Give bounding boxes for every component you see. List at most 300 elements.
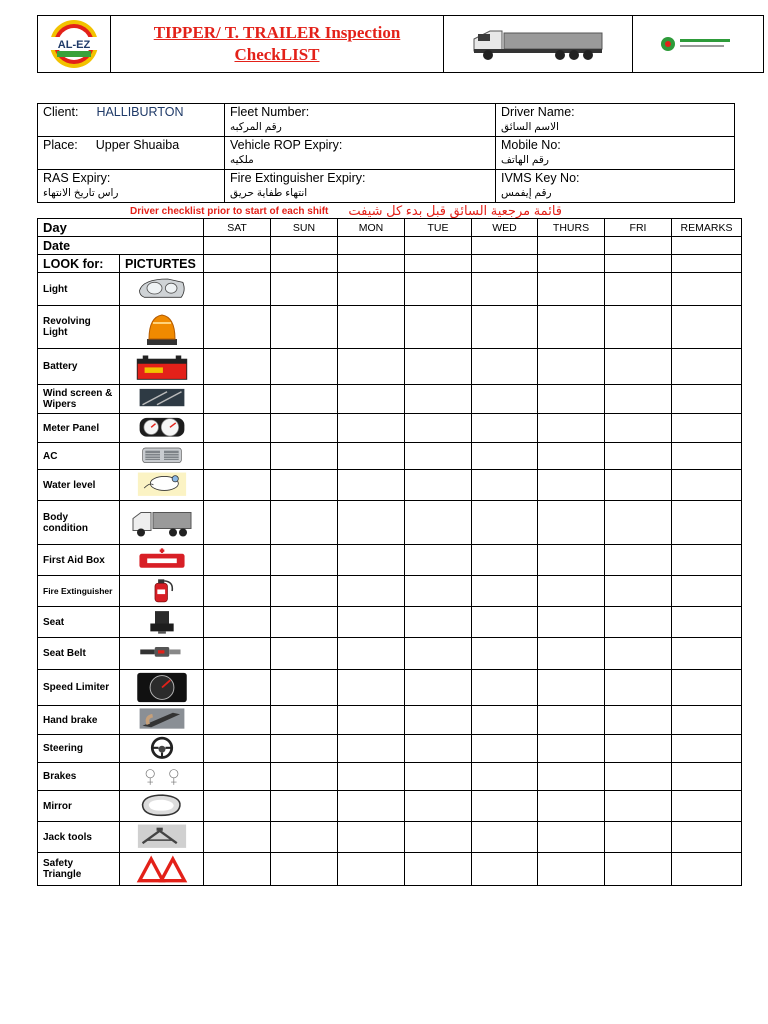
tipper-truck-icon <box>468 27 608 61</box>
jack-icon <box>129 823 195 851</box>
triangle-icon <box>129 854 195 884</box>
look-for-check-mon[interactable] <box>338 255 405 273</box>
day-header-fri: FRI <box>605 219 672 237</box>
mobile-arabic: رقم الهاتف <box>501 154 549 166</box>
water-level-check-mon[interactable] <box>338 470 405 501</box>
revolving-light-check-fri[interactable] <box>605 306 672 349</box>
seat-check-mon[interactable] <box>338 607 405 638</box>
meter-panel-check-sat[interactable] <box>204 414 271 443</box>
revolving-light-check-wed[interactable] <box>472 306 538 349</box>
day-header-sat: SAT <box>204 219 271 237</box>
first-aid-box-check-remarks[interactable] <box>672 545 742 576</box>
item-label-battery: Battery <box>38 349 120 385</box>
water-level-check-sat[interactable] <box>204 470 271 501</box>
item-picture-speed-limiter <box>120 670 204 706</box>
jack-tools-check-thurs[interactable] <box>538 822 605 853</box>
meter-panel-check-wed[interactable] <box>472 414 538 443</box>
meter-panel-check-tue[interactable] <box>405 414 472 443</box>
date-check-sun[interactable] <box>271 237 338 255</box>
date-check-tue[interactable] <box>405 237 472 255</box>
fleet-number-label: Fleet Number: <box>230 105 310 119</box>
item-picture-water-level <box>120 470 204 501</box>
wind-screen-wipers-check-sat[interactable] <box>204 385 271 414</box>
speed-limiter-check-sat[interactable] <box>204 670 271 706</box>
checklist-row-light <box>38 273 742 306</box>
item-picture-steering <box>120 735 204 763</box>
mirror-check-sun[interactable] <box>271 791 338 822</box>
headlight-icon <box>129 274 195 304</box>
fleet-number-arabic: رقم المركبه <box>230 121 282 133</box>
vehicle-info-table <box>37 103 735 203</box>
light-check-thurs[interactable] <box>538 273 605 306</box>
water-level-check-thurs[interactable] <box>538 470 605 501</box>
meter-panel-check-sun[interactable] <box>271 414 338 443</box>
seat-belt-check-wed[interactable] <box>472 638 538 670</box>
mirror-check-thurs[interactable] <box>538 791 605 822</box>
meter-panel-check-thurs[interactable] <box>538 414 605 443</box>
item-label-light: Light <box>38 273 120 306</box>
item-label-ac: AC <box>38 443 120 470</box>
checklist-row-meter-panel <box>38 414 742 443</box>
gauge-icon <box>129 415 195 441</box>
battery-check-sun[interactable] <box>271 349 338 385</box>
steering-check-sun[interactable] <box>271 735 338 763</box>
svg-text:AL-EZ: AL-EZ <box>57 39 91 51</box>
item-picture-wind-screen-wipers <box>120 385 204 414</box>
fire-extinguisher-check-remarks[interactable] <box>672 576 742 607</box>
look-for-check-wed[interactable] <box>472 255 538 273</box>
speed-limiter-check-remarks[interactable] <box>672 670 742 706</box>
checklist-row-wind-screen-wipers <box>38 385 742 414</box>
water-level-check-wed[interactable] <box>472 470 538 501</box>
document-header <box>37 15 764 73</box>
fleet-number-cell <box>225 104 496 137</box>
water-level-check-remarks[interactable] <box>672 470 742 501</box>
date-check-fri[interactable] <box>605 237 672 255</box>
battery-check-remarks[interactable] <box>672 349 742 385</box>
mirror-icon <box>129 792 195 820</box>
mirror-check-tue[interactable] <box>405 791 472 822</box>
jack-tools-check-sun[interactable] <box>271 822 338 853</box>
steering-check-tue[interactable] <box>405 735 472 763</box>
brakes-check-sun[interactable] <box>271 763 338 791</box>
brakes-check-sat[interactable] <box>204 763 271 791</box>
item-picture-battery <box>120 349 204 385</box>
meter-panel-check-mon[interactable] <box>338 414 405 443</box>
revolving-light-check-sat[interactable] <box>204 306 271 349</box>
safety-triangle-check-wed[interactable] <box>472 853 538 886</box>
wind-screen-wipers-check-mon[interactable] <box>338 385 405 414</box>
item-picture-hand-brake <box>120 706 204 735</box>
seat-belt-check-fri[interactable] <box>605 638 672 670</box>
item-label-mirror: Mirror <box>38 791 120 822</box>
date-check-sat[interactable] <box>204 237 271 255</box>
fire-expiry-cell <box>225 170 496 203</box>
place-value: Upper Shuaiba <box>95 138 180 152</box>
first-aid-box-check-sun[interactable] <box>271 545 338 576</box>
seat-belt-icon <box>129 639 195 668</box>
company-logo-cell <box>38 16 111 72</box>
item-label-steering: Steering <box>38 735 120 763</box>
look-for-check-sun[interactable] <box>271 255 338 273</box>
extinguisher-icon <box>129 577 195 605</box>
checklist-row-revolving-light <box>38 306 742 349</box>
checklist-row-water-level <box>38 470 742 501</box>
ac-check-sat[interactable] <box>204 443 271 470</box>
mobile-cell <box>496 137 735 170</box>
speed-limiter-check-fri[interactable] <box>605 670 672 706</box>
pictures-label: PICTURTES <box>120 255 204 273</box>
speed-limiter-check-wed[interactable] <box>472 670 538 706</box>
mirror-check-fri[interactable] <box>605 791 672 822</box>
truck-icon <box>129 502 195 543</box>
fire-extinguisher-check-tue[interactable] <box>405 576 472 607</box>
steering-check-thurs[interactable] <box>538 735 605 763</box>
battery-check-sat[interactable] <box>204 349 271 385</box>
look-for-row <box>38 255 742 273</box>
header-corner-mark <box>37 15 43 73</box>
hand-brake-icon <box>129 707 195 733</box>
seat-check-fri[interactable] <box>605 607 672 638</box>
ras-expiry-cell <box>38 170 225 203</box>
mirror-check-mon[interactable] <box>338 791 405 822</box>
hand-brake-check-mon[interactable] <box>338 706 405 735</box>
first-aid-box-check-mon[interactable] <box>338 545 405 576</box>
item-label-meter-panel: Meter Panel <box>38 414 120 443</box>
meter-panel-check-remarks[interactable] <box>672 414 742 443</box>
rop-expiry-cell <box>225 137 496 170</box>
wind-screen-wipers-check-fri[interactable] <box>605 385 672 414</box>
body-condition-check-thurs[interactable] <box>538 501 605 545</box>
item-picture-brakes <box>120 763 204 791</box>
fire-extinguisher-check-fri[interactable] <box>605 576 672 607</box>
checklist-row-first-aid-box <box>38 545 742 576</box>
jack-tools-check-remarks[interactable] <box>672 822 742 853</box>
ac-check-wed[interactable] <box>472 443 538 470</box>
battery-check-mon[interactable] <box>338 349 405 385</box>
hand-brake-check-remarks[interactable] <box>672 706 742 735</box>
item-label-brakes: Brakes <box>38 763 120 791</box>
document-title-cell <box>111 16 444 72</box>
seat-belt-check-tue[interactable] <box>405 638 472 670</box>
day-header-remarks: REMARKS <box>672 219 742 237</box>
light-check-wed[interactable] <box>472 273 538 306</box>
water-level-check-fri[interactable] <box>605 470 672 501</box>
seat-icon <box>129 608 195 636</box>
body-condition-check-tue[interactable] <box>405 501 472 545</box>
fire-extinguisher-check-sat[interactable] <box>204 576 271 607</box>
revolving-light-check-sun[interactable] <box>271 306 338 349</box>
item-picture-mirror <box>120 791 204 822</box>
body-condition-check-sun[interactable] <box>271 501 338 545</box>
body-condition-check-remarks[interactable] <box>672 501 742 545</box>
date-check-mon[interactable] <box>338 237 405 255</box>
light-check-sun[interactable] <box>271 273 338 306</box>
light-check-remarks[interactable] <box>672 273 742 306</box>
body-condition-check-fri[interactable] <box>605 501 672 545</box>
speed-limiter-check-sun[interactable] <box>271 670 338 706</box>
safety-triangle-check-mon[interactable] <box>338 853 405 886</box>
checklist-row-fire-extinguisher <box>38 576 742 607</box>
checklist-row-steering <box>38 735 742 763</box>
revolving-light-check-tue[interactable] <box>405 306 472 349</box>
item-picture-jack-tools <box>120 822 204 853</box>
checklist-row-brakes <box>38 763 742 791</box>
light-check-tue[interactable] <box>405 273 472 306</box>
hand-brake-check-sat[interactable] <box>204 706 271 735</box>
body-condition-check-wed[interactable] <box>472 501 538 545</box>
fire-extinguisher-check-sun[interactable] <box>271 576 338 607</box>
seat-belt-check-remarks[interactable] <box>672 638 742 670</box>
place-cell <box>38 137 225 170</box>
speed-limiter-check-tue[interactable] <box>405 670 472 706</box>
item-picture-fire-extinguisher <box>120 576 204 607</box>
meter-panel-check-fri[interactable] <box>605 414 672 443</box>
ivms-arabic: رقم إيفمس <box>501 187 552 199</box>
ras-expiry-label: RAS Expiry: <box>43 171 111 185</box>
item-label-seat-belt: Seat Belt <box>38 638 120 670</box>
date-label: Date <box>38 237 204 255</box>
revolving-light-check-thurs[interactable] <box>538 306 605 349</box>
date-check-wed[interactable] <box>472 237 538 255</box>
rop-expiry-arabic: ملكيه <box>230 154 254 166</box>
look-for-check-fri[interactable] <box>605 255 672 273</box>
brakes-check-wed[interactable] <box>472 763 538 791</box>
water-tank-icon <box>129 471 195 499</box>
day-header-row <box>38 219 742 237</box>
al-ez-logo-icon <box>45 18 103 70</box>
ivms-label: IVMS Key No: <box>501 171 580 185</box>
mirror-check-remarks[interactable] <box>672 791 742 822</box>
brakes-check-mon[interactable] <box>338 763 405 791</box>
ac-check-mon[interactable] <box>338 443 405 470</box>
steering-check-wed[interactable] <box>472 735 538 763</box>
client-value: HALLIBURTON <box>96 105 184 119</box>
document-title-line2: CheckLIST <box>234 45 320 64</box>
body-condition-check-mon[interactable] <box>338 501 405 545</box>
jack-tools-check-wed[interactable] <box>472 822 538 853</box>
ac-check-remarks[interactable] <box>672 443 742 470</box>
speed-limiter-check-mon[interactable] <box>338 670 405 706</box>
ac-check-fri[interactable] <box>605 443 672 470</box>
date-row <box>38 237 742 255</box>
item-label-seat: Seat <box>38 607 120 638</box>
look-for-check-tue[interactable] <box>405 255 472 273</box>
hand-brake-check-sun[interactable] <box>271 706 338 735</box>
safety-triangle-check-sat[interactable] <box>204 853 271 886</box>
item-picture-revolving-light <box>120 306 204 349</box>
speed-limiter-check-thurs[interactable] <box>538 670 605 706</box>
mirror-check-wed[interactable] <box>472 791 538 822</box>
shift-note-arabic: قائمة مرجعية السائق قبل بدء كل شيفت <box>348 203 562 218</box>
wind-screen-wipers-check-wed[interactable] <box>472 385 538 414</box>
fire-expiry-label: Fire Extinguisher Expiry: <box>230 171 366 185</box>
battery-icon <box>129 350 195 383</box>
revolving-light-check-remarks[interactable] <box>672 306 742 349</box>
day-header-wed: WED <box>472 219 538 237</box>
speedometer-icon <box>129 671 195 704</box>
beacon-icon <box>129 307 195 347</box>
driver-name-label: Driver Name: <box>501 105 575 119</box>
safety-triangle-check-tue[interactable] <box>405 853 472 886</box>
shift-note-english: Driver checklist prior to start of each shift <box>130 205 329 217</box>
mirror-check-sat[interactable] <box>204 791 271 822</box>
safety-triangle-check-remarks[interactable] <box>672 853 742 886</box>
brakes-check-remarks[interactable] <box>672 763 742 791</box>
first-aid-box-check-tue[interactable] <box>405 545 472 576</box>
steering-check-remarks[interactable] <box>672 735 742 763</box>
seat-check-sun[interactable] <box>271 607 338 638</box>
water-level-check-tue[interactable] <box>405 470 472 501</box>
hand-brake-check-fri[interactable] <box>605 706 672 735</box>
date-check-thurs[interactable] <box>538 237 605 255</box>
item-label-first-aid-box: First Aid Box <box>38 545 120 576</box>
wind-screen-wipers-check-tue[interactable] <box>405 385 472 414</box>
water-level-check-sun[interactable] <box>271 470 338 501</box>
hand-brake-check-tue[interactable] <box>405 706 472 735</box>
fire-extinguisher-check-thurs[interactable] <box>538 576 605 607</box>
revolving-light-check-mon[interactable] <box>338 306 405 349</box>
seat-check-thurs[interactable] <box>538 607 605 638</box>
steering-check-mon[interactable] <box>338 735 405 763</box>
first-aid-box-check-thurs[interactable] <box>538 545 605 576</box>
item-label-jack-tools: Jack tools <box>38 822 120 853</box>
checklist-row-safety-triangle <box>38 853 742 886</box>
brake-icon <box>129 764 195 789</box>
fire-expiry-arabic: انتهاء طفاية حريق <box>230 187 308 199</box>
checklist-row-seat <box>38 607 742 638</box>
day-header-tue: TUE <box>405 219 472 237</box>
driver-name-cell <box>496 104 735 137</box>
item-label-water-level: Water level <box>38 470 120 501</box>
seat-belt-check-sat[interactable] <box>204 638 271 670</box>
client-label: Client: <box>43 105 79 119</box>
item-label-fire-extinguisher: Fire Extinguisher <box>38 576 120 607</box>
checklist-row-speed-limiter <box>38 670 742 706</box>
seat-check-remarks[interactable] <box>672 607 742 638</box>
item-picture-light <box>120 273 204 306</box>
seat-belt-check-sun[interactable] <box>271 638 338 670</box>
item-label-safety-triangle: Safety Triangle <box>38 853 120 886</box>
checklist-row-jack-tools <box>38 822 742 853</box>
document-title-line1: TIPPER/ T. TRAILER Inspection <box>153 23 401 42</box>
checklist-row-seat-belt <box>38 638 742 670</box>
item-label-speed-limiter: Speed Limiter <box>38 670 120 706</box>
first-aid-icon <box>129 546 195 574</box>
fire-extinguisher-check-wed[interactable] <box>472 576 538 607</box>
day-header-sun: SUN <box>271 219 338 237</box>
light-check-sat[interactable] <box>204 273 271 306</box>
brakes-check-tue[interactable] <box>405 763 472 791</box>
checklist-row-battery <box>38 349 742 385</box>
brakes-check-fri[interactable] <box>605 763 672 791</box>
look-for-check-thurs[interactable] <box>538 255 605 273</box>
look-for-check-remarks[interactable] <box>672 255 742 273</box>
jack-tools-check-tue[interactable] <box>405 822 472 853</box>
steering-check-fri[interactable] <box>605 735 672 763</box>
steering-check-sat[interactable] <box>204 735 271 763</box>
item-picture-meter-panel <box>120 414 204 443</box>
day-label: Day <box>38 219 204 237</box>
item-picture-safety-triangle <box>120 853 204 886</box>
day-header-thurs: THURS <box>538 219 605 237</box>
item-picture-seat <box>120 607 204 638</box>
seat-belt-check-thurs[interactable] <box>538 638 605 670</box>
wind-screen-wipers-check-remarks[interactable] <box>672 385 742 414</box>
truck-image-cell <box>444 16 633 72</box>
steering-wheel-icon <box>129 736 195 761</box>
ivms-cell <box>496 170 735 203</box>
safety-triangle-check-thurs[interactable] <box>538 853 605 886</box>
seat-check-wed[interactable] <box>472 607 538 638</box>
body-condition-check-sat[interactable] <box>204 501 271 545</box>
brakes-check-thurs[interactable] <box>538 763 605 791</box>
look-for-check-sat[interactable] <box>204 255 271 273</box>
first-aid-box-check-fri[interactable] <box>605 545 672 576</box>
seat-check-tue[interactable] <box>405 607 472 638</box>
jack-tools-check-mon[interactable] <box>338 822 405 853</box>
shift-note <box>130 203 690 219</box>
fire-extinguisher-check-mon[interactable] <box>338 576 405 607</box>
mobile-label: Mobile No: <box>501 138 561 152</box>
light-check-fri[interactable] <box>605 273 672 306</box>
ac-check-sun[interactable] <box>271 443 338 470</box>
seat-check-sat[interactable] <box>204 607 271 638</box>
ac-check-thurs[interactable] <box>538 443 605 470</box>
hand-brake-check-thurs[interactable] <box>538 706 605 735</box>
battery-check-tue[interactable] <box>405 349 472 385</box>
place-label: Place: <box>43 138 78 152</box>
checklist-row-body-condition <box>38 501 742 545</box>
safety-triangle-check-fri[interactable] <box>605 853 672 886</box>
first-aid-box-check-sat[interactable] <box>204 545 271 576</box>
wind-screen-wipers-check-thurs[interactable] <box>538 385 605 414</box>
driver-name-arabic: الاسم السائق <box>501 121 559 133</box>
item-picture-seat-belt <box>120 638 204 670</box>
day-header-mon: MON <box>338 219 405 237</box>
checklist-table <box>37 218 742 886</box>
seat-belt-check-mon[interactable] <box>338 638 405 670</box>
checklist-row-ac <box>38 443 742 470</box>
item-picture-ac <box>120 443 204 470</box>
battery-check-wed[interactable] <box>472 349 538 385</box>
item-label-body-condition: Body condition <box>38 501 120 545</box>
battery-check-thurs[interactable] <box>538 349 605 385</box>
battery-check-fri[interactable] <box>605 349 672 385</box>
ac-vent-icon <box>129 444 195 468</box>
light-check-mon[interactable] <box>338 273 405 306</box>
item-label-hand-brake: Hand brake <box>38 706 120 735</box>
ac-check-tue[interactable] <box>405 443 472 470</box>
item-label-revolving-light: Revolving Light <box>38 306 120 349</box>
partner-logo-icon <box>658 34 738 54</box>
hand-brake-check-wed[interactable] <box>472 706 538 735</box>
look-for-label: LOOK for: <box>38 255 120 273</box>
windscreen-icon <box>129 386 195 412</box>
item-picture-first-aid-box <box>120 545 204 576</box>
client-cell <box>38 104 225 137</box>
safety-triangle-check-sun[interactable] <box>271 853 338 886</box>
checklist-row-hand-brake <box>38 706 742 735</box>
item-picture-body-condition <box>120 501 204 545</box>
jack-tools-check-sat[interactable] <box>204 822 271 853</box>
ras-expiry-arabic: راس تاريخ الانتهاء <box>43 187 119 199</box>
date-check-remarks[interactable] <box>672 237 742 255</box>
first-aid-box-check-wed[interactable] <box>472 545 538 576</box>
jack-tools-check-fri[interactable] <box>605 822 672 853</box>
wind-screen-wipers-check-sun[interactable] <box>271 385 338 414</box>
item-label-wind-screen-wipers: Wind screen & Wipers <box>38 385 120 414</box>
